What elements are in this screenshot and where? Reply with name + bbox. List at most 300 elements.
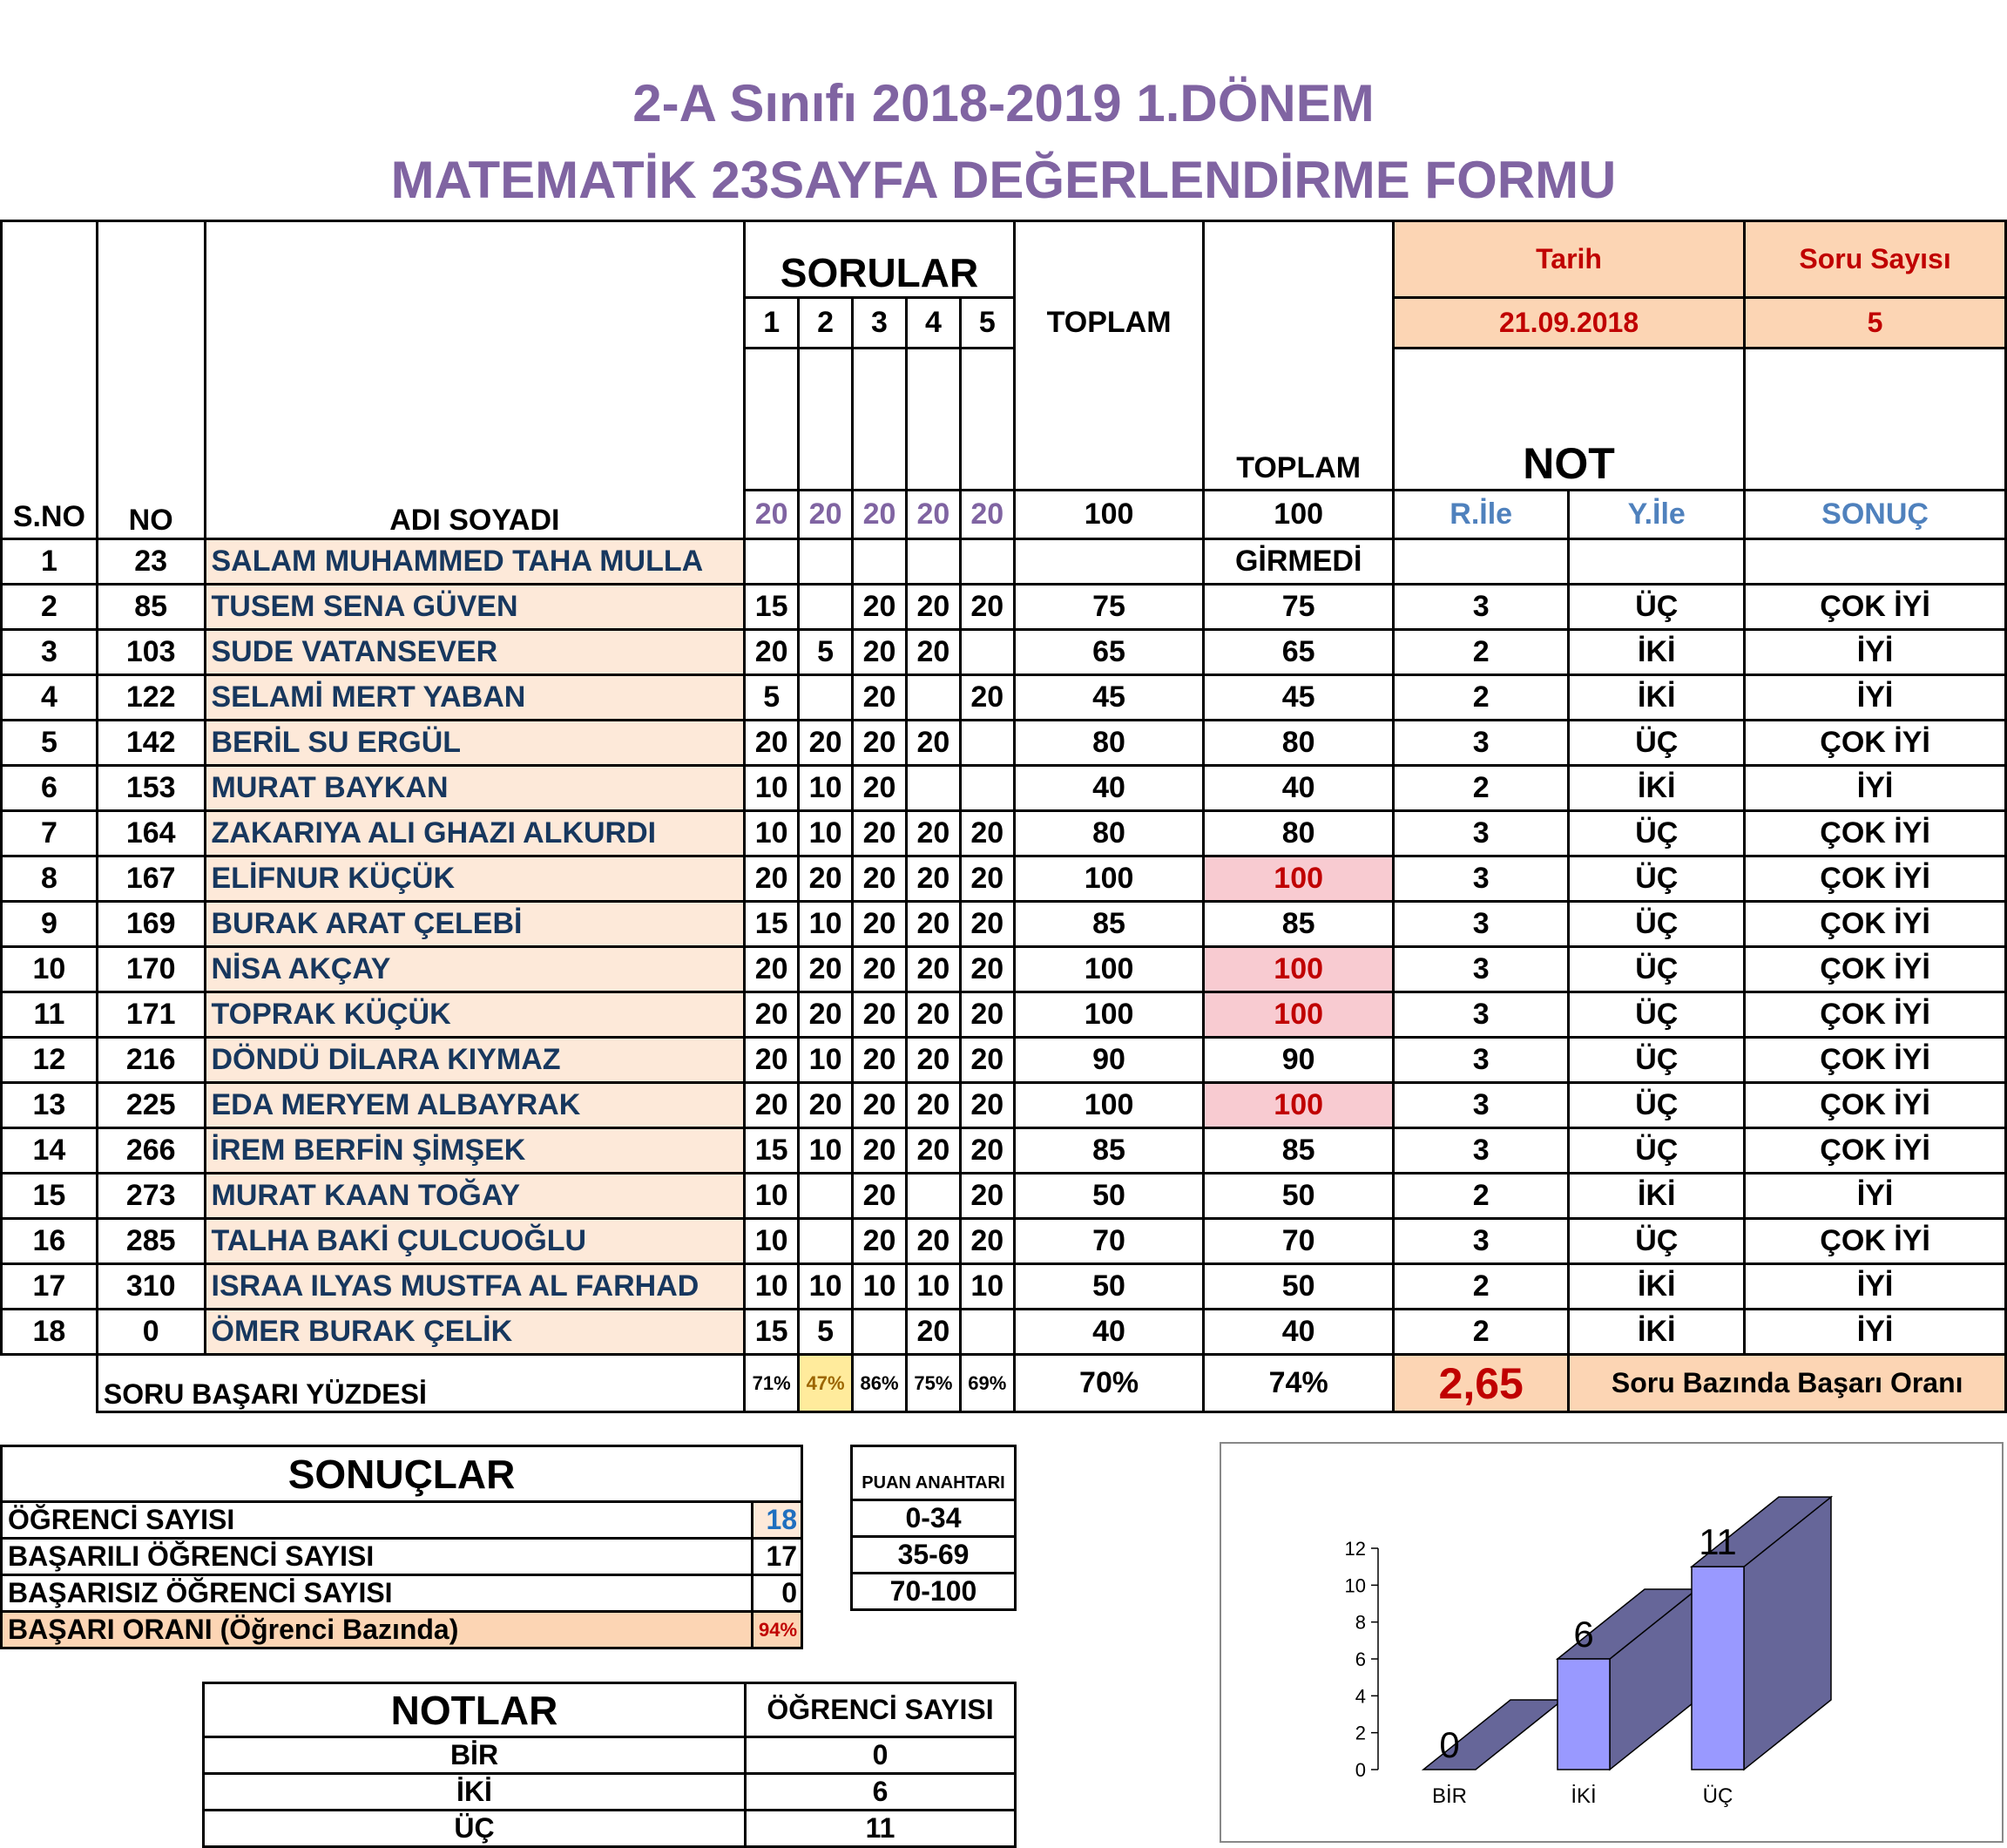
student-question-score — [799, 1174, 853, 1219]
toplam2-points: 100 — [1204, 491, 1394, 539]
student-question-score: 20 — [745, 721, 799, 766]
student-grade-number: 2 — [1393, 1264, 1568, 1310]
student-grade-word: ÜÇ — [1569, 902, 1745, 947]
student-grade-word: İKİ — [1569, 630, 1745, 675]
student-row — [2, 1038, 2006, 1083]
student-question-score — [799, 1219, 853, 1264]
student-question-score: 20 — [960, 585, 1014, 630]
student-sno: 13 — [2, 1083, 98, 1128]
student-grade-word: İKİ — [1569, 1310, 1745, 1355]
student-name: SUDE VATANSEVER — [205, 630, 745, 675]
student-name: TALHA BAKİ ÇULCUOĞLU — [205, 1219, 745, 1264]
student-toplam2: 75 — [1204, 585, 1394, 630]
student-toplam2: 85 — [1204, 902, 1394, 947]
student-grade-word: ÜÇ — [1569, 1083, 1745, 1128]
student-question-score: 20 — [960, 992, 1014, 1038]
student-question-score: 20 — [853, 856, 907, 902]
student-sno: 2 — [2, 585, 98, 630]
student-sno: 7 — [2, 811, 98, 856]
student-question-score: 10 — [745, 811, 799, 856]
student-grade-word: İKİ — [1569, 1174, 1745, 1219]
student-name: EDA MERYEM ALBAYRAK — [205, 1083, 745, 1128]
student-question-score: 20 — [745, 630, 799, 675]
student-question-score: 10 — [853, 1264, 907, 1310]
question-points: 20 — [799, 491, 853, 539]
student-question-score: 20 — [906, 1128, 960, 1174]
question-points: 20 — [853, 491, 907, 539]
student-question-score: 10 — [799, 1264, 853, 1310]
y-tick-label: 2 — [1355, 1722, 1366, 1744]
header-not: NOT — [1393, 349, 1744, 491]
student-toplam2: 85 — [1204, 1128, 1394, 1174]
student-result: ÇOK İYİ — [1745, 856, 2006, 902]
student-question-score: 20 — [960, 856, 1014, 902]
student-toplam2: 40 — [1204, 766, 1394, 811]
student-no: 170 — [97, 947, 205, 992]
student-question-score: 20 — [960, 1219, 1014, 1264]
student-sno: 8 — [2, 856, 98, 902]
student-row — [2, 1310, 2006, 1355]
student-no: 216 — [97, 1038, 205, 1083]
student-toplam: 100 — [1014, 856, 1204, 902]
student-result: ÇOK İYİ — [1745, 992, 2006, 1038]
question-pct: 71% — [745, 1355, 799, 1412]
student-toplam2: 70 — [1204, 1219, 1394, 1264]
student-question-score: 20 — [853, 766, 907, 811]
header-no: NO — [97, 221, 205, 539]
student-grade-number: 3 — [1393, 902, 1568, 947]
student-row — [2, 992, 2006, 1038]
header-sorular: SORULAR — [745, 221, 1015, 298]
student-toplam: 65 — [1014, 630, 1204, 675]
student-no: 153 — [97, 766, 205, 811]
sonuclar-row-label: BAŞARISIZ ÖĞRENCİ SAYISI — [2, 1575, 753, 1612]
student-result: ÇOK İYİ — [1745, 947, 2006, 992]
y-tick-label: 0 — [1355, 1759, 1366, 1781]
student-toplam2: 50 — [1204, 1174, 1394, 1219]
student-grade-word: ÜÇ — [1569, 856, 1745, 902]
student-question-score: 10 — [799, 766, 853, 811]
student-sno: 18 — [2, 1310, 98, 1355]
student-question-score: 20 — [960, 1174, 1014, 1219]
student-sno: 4 — [2, 675, 98, 721]
bar — [1692, 1567, 1744, 1770]
student-question-score: 20 — [906, 811, 960, 856]
puan-range: 70-100 — [852, 1574, 1016, 1610]
student-toplam: 100 — [1014, 947, 1204, 992]
student-grade-number: 2 — [1393, 675, 1568, 721]
student-toplam2: GİRMEDİ — [1204, 539, 1394, 585]
student-question-score: 20 — [853, 1174, 907, 1219]
student-grade-word: ÜÇ — [1569, 1128, 1745, 1174]
bar-data-label: 11 — [1699, 1521, 1737, 1563]
student-grade-number: 2 — [1393, 630, 1568, 675]
student-question-score: 20 — [853, 1083, 907, 1128]
student-question-score — [960, 721, 1014, 766]
student-toplam: 40 — [1014, 766, 1204, 811]
student-question-score — [960, 539, 1014, 585]
question-points: 20 — [745, 491, 799, 539]
student-question-score: 20 — [853, 947, 907, 992]
question-number: 1 — [745, 298, 799, 349]
student-grade-word: ÜÇ — [1569, 1219, 1745, 1264]
student-result: İYİ — [1745, 630, 2006, 675]
notlar-count-label: ÖĞRENCİ SAYISI — [746, 1683, 1016, 1737]
student-question-score: 20 — [960, 947, 1014, 992]
student-toplam: 90 — [1014, 1038, 1204, 1083]
student-result: ÇOK İYİ — [1745, 1219, 2006, 1264]
student-row — [2, 902, 2006, 947]
evaluation-table — [0, 220, 2007, 1413]
student-grade-word: ÜÇ — [1569, 721, 1745, 766]
student-question-score: 15 — [745, 902, 799, 947]
puan-range: 35-69 — [852, 1537, 1016, 1574]
student-name: DÖNDÜ DİLARA KIYMAZ — [205, 1038, 745, 1083]
student-result: İYİ — [1745, 1264, 2006, 1310]
student-question-score: 20 — [960, 1128, 1014, 1174]
student-no: 225 — [97, 1083, 205, 1128]
y-tick-label: 6 — [1355, 1648, 1366, 1670]
student-question-score: 20 — [745, 947, 799, 992]
header-toplam2: TOPLAM — [1204, 221, 1394, 491]
student-question-score: 10 — [799, 1038, 853, 1083]
student-name: MURAT KAAN TOĞAY — [205, 1174, 745, 1219]
student-row — [2, 630, 2006, 675]
student-question-score — [906, 1174, 960, 1219]
student-grade-word: ÜÇ — [1569, 1038, 1745, 1083]
student-question-score: 10 — [745, 766, 799, 811]
student-sno: 9 — [2, 902, 98, 947]
bar — [1558, 1659, 1610, 1770]
student-toplam2: 100 — [1204, 992, 1394, 1038]
notlar-row-label: BİR — [204, 1737, 746, 1774]
student-name: BERİL SU ERGÜL — [205, 721, 745, 766]
student-question-score — [799, 539, 853, 585]
student-grade-word: İKİ — [1569, 1264, 1745, 1310]
student-row — [2, 1174, 2006, 1219]
student-toplam2: 100 — [1204, 856, 1394, 902]
question-pct: 75% — [906, 1355, 960, 1412]
student-name: ZAKARIYA ALI GHAZI ALKURDI — [205, 811, 745, 856]
toplam2-pct: 74% — [1204, 1355, 1394, 1412]
question-pct: 86% — [853, 1355, 907, 1412]
student-grade-word — [1569, 539, 1745, 585]
student-question-score: 20 — [906, 992, 960, 1038]
page-title-line2: MATEMATİK 23SAYFA DEĞERLENDİRME FORMU — [390, 151, 1617, 209]
student-toplam: 80 — [1014, 721, 1204, 766]
student-question-score — [799, 585, 853, 630]
student-row — [2, 811, 2006, 856]
puan-anahtari-title: PUAN ANAHTARI — [852, 1446, 1016, 1500]
student-name: BURAK ARAT ÇELEBİ — [205, 902, 745, 947]
grade-distribution-chart — [1220, 1442, 2004, 1843]
student-question-score: 20 — [799, 947, 853, 992]
student-question-score: 15 — [745, 585, 799, 630]
student-sno: 12 — [2, 1038, 98, 1083]
sonuclar-row-value: 17 — [753, 1539, 802, 1575]
student-toplam: 45 — [1014, 675, 1204, 721]
y-tick-label: 8 — [1355, 1611, 1366, 1634]
student-name: ELİFNUR KÜÇÜK — [205, 856, 745, 902]
student-toplam: 100 — [1014, 992, 1204, 1038]
student-question-score: 10 — [906, 1264, 960, 1310]
student-row — [2, 1219, 2006, 1264]
header-soru-sayisi-value: 5 — [1745, 298, 2006, 349]
student-no: 0 — [97, 1310, 205, 1355]
student-question-score: 5 — [799, 1310, 853, 1355]
student-no: 171 — [97, 992, 205, 1038]
header-y-ile: Y.İle — [1569, 491, 1745, 539]
student-question-score: 20 — [960, 1038, 1014, 1083]
student-question-score: 20 — [853, 992, 907, 1038]
sonuclar-row-label: BAŞARILI ÖĞRENCİ SAYISI — [2, 1539, 753, 1575]
toplam1-points: 100 — [1014, 491, 1204, 539]
student-question-score: 20 — [799, 1083, 853, 1128]
student-sno: 5 — [2, 721, 98, 766]
student-result: ÇOK İYİ — [1745, 721, 2006, 766]
sonuclar-row-value: 0 — [753, 1575, 802, 1612]
student-toplam: 85 — [1014, 1128, 1204, 1174]
toplam1-pct: 70% — [1014, 1355, 1204, 1412]
question-blank — [960, 349, 1014, 491]
sonuclar-table — [0, 1445, 803, 1649]
student-toplam2: 45 — [1204, 675, 1394, 721]
notlar-title: NOTLAR — [204, 1683, 746, 1737]
question-points: 20 — [906, 491, 960, 539]
student-question-score: 20 — [745, 1083, 799, 1128]
question-number: 4 — [906, 298, 960, 349]
student-toplam: 80 — [1014, 811, 1204, 856]
student-question-score: 10 — [799, 1128, 853, 1174]
student-no: 23 — [97, 539, 205, 585]
student-sno: 14 — [2, 1128, 98, 1174]
header-tarih-value: 21.09.2018 — [1393, 298, 1744, 349]
student-question-score: 10 — [745, 1174, 799, 1219]
student-no: 85 — [97, 585, 205, 630]
student-question-score: 5 — [745, 675, 799, 721]
notlar-table — [202, 1682, 1017, 1848]
student-grade-number: 3 — [1393, 992, 1568, 1038]
sonuclar-row-value: 18 — [753, 1502, 802, 1539]
student-name: ISRAA ILYAS MUSTFA AL FARHAD — [205, 1264, 745, 1310]
student-toplam2: 90 — [1204, 1038, 1394, 1083]
student-question-score: 20 — [906, 1310, 960, 1355]
puan-anahtari-table — [850, 1445, 1017, 1611]
header-sonuc: SONUÇ — [1745, 491, 2006, 539]
student-result: İYİ — [1745, 675, 2006, 721]
student-toplam2: 65 — [1204, 630, 1394, 675]
student-question-score: 20 — [906, 630, 960, 675]
student-question-score: 10 — [960, 1264, 1014, 1310]
question-blank — [799, 349, 853, 491]
student-result: ÇOK İYİ — [1745, 1083, 2006, 1128]
student-toplam2: 80 — [1204, 811, 1394, 856]
soru-bazinda-label: Soru Bazında Başarı Oranı — [1569, 1355, 2006, 1412]
student-question-score: 20 — [853, 1219, 907, 1264]
question-number: 5 — [960, 298, 1014, 349]
student-sno: 16 — [2, 1219, 98, 1264]
header-r-ile: R.İle — [1393, 491, 1568, 539]
student-question-score: 20 — [853, 721, 907, 766]
student-row — [2, 1083, 2006, 1128]
sonuclar-title: SONUÇLAR — [2, 1446, 802, 1502]
student-question-score — [853, 539, 907, 585]
student-grade-number: 2 — [1393, 766, 1568, 811]
student-question-score: 20 — [853, 811, 907, 856]
student-question-score: 20 — [906, 585, 960, 630]
student-no: 164 — [97, 811, 205, 856]
student-grade-number: 3 — [1393, 721, 1568, 766]
student-no: 310 — [97, 1264, 205, 1310]
student-question-score — [799, 675, 853, 721]
bar-data-label: 6 — [1573, 1614, 1594, 1655]
student-no: 103 — [97, 630, 205, 675]
y-tick-label: 12 — [1344, 1538, 1366, 1560]
question-number: 2 — [799, 298, 853, 349]
y-tick-label: 10 — [1344, 1574, 1366, 1597]
student-grade-word: ÜÇ — [1569, 585, 1745, 630]
student-result: ÇOK İYİ — [1745, 1038, 2006, 1083]
question-blank — [745, 349, 799, 491]
student-toplam2: 100 — [1204, 947, 1394, 992]
student-question-score: 20 — [906, 1038, 960, 1083]
student-toplam — [1014, 539, 1204, 585]
student-question-score: 20 — [799, 721, 853, 766]
student-toplam: 75 — [1014, 585, 1204, 630]
student-grade-number: 2 — [1393, 1174, 1568, 1219]
student-sno: 17 — [2, 1264, 98, 1310]
student-name: MURAT BAYKAN — [205, 766, 745, 811]
student-toplam: 85 — [1014, 902, 1204, 947]
student-grade-number: 3 — [1393, 856, 1568, 902]
x-category-label: İKİ — [1571, 1784, 1597, 1808]
student-row — [2, 721, 2006, 766]
student-sno: 15 — [2, 1174, 98, 1219]
student-row — [2, 585, 2006, 630]
sonuclar-row-label: BAŞARI ORANI (Öğrenci Bazında) — [2, 1612, 753, 1648]
student-row — [2, 766, 2006, 811]
student-grade-word: İKİ — [1569, 766, 1745, 811]
student-question-score: 10 — [799, 902, 853, 947]
header-toplam1: TOPLAM — [1014, 221, 1204, 491]
student-no: 122 — [97, 675, 205, 721]
student-toplam: 100 — [1014, 1083, 1204, 1128]
footer-blank — [2, 1355, 98, 1412]
student-grade-word: ÜÇ — [1569, 811, 1745, 856]
student-result: İYİ — [1745, 766, 2006, 811]
student-row — [2, 947, 2006, 992]
student-toplam: 70 — [1014, 1219, 1204, 1264]
student-question-score: 20 — [745, 992, 799, 1038]
student-question-score: 20 — [960, 675, 1014, 721]
student-question-score: 20 — [745, 856, 799, 902]
student-toplam: 40 — [1014, 1310, 1204, 1355]
student-question-score: 20 — [853, 1128, 907, 1174]
student-question-score: 20 — [853, 902, 907, 947]
student-row — [2, 539, 2006, 585]
student-question-score: 20 — [853, 1038, 907, 1083]
student-question-score: 15 — [745, 1128, 799, 1174]
student-question-score — [960, 1310, 1014, 1355]
student-question-score: 20 — [960, 902, 1014, 947]
student-sno: 1 — [2, 539, 98, 585]
student-question-score: 20 — [799, 856, 853, 902]
student-question-score: 20 — [853, 675, 907, 721]
y-tick-label: 4 — [1355, 1685, 1366, 1708]
student-question-score: 20 — [799, 992, 853, 1038]
student-name: ÖMER BURAK ÇELİK — [205, 1310, 745, 1355]
student-no: 285 — [97, 1219, 205, 1264]
page-title-line1: 2-A Sınıfı 2018-2019 1.DÖNEM — [632, 74, 1375, 132]
student-result: ÇOK İYİ — [1745, 811, 2006, 856]
student-name: SALAM MUHAMMED TAHA MULLA — [205, 539, 745, 585]
notlar-row-value: 6 — [746, 1774, 1016, 1811]
student-row — [2, 1264, 2006, 1310]
student-grade-word: ÜÇ — [1569, 947, 1745, 992]
header-tarih-label: Tarih — [1393, 221, 1744, 298]
bar-data-label: 0 — [1439, 1724, 1460, 1765]
student-question-score — [960, 630, 1014, 675]
notlar-row-label: ÜÇ — [204, 1811, 746, 1847]
student-result: İYİ — [1745, 1174, 2006, 1219]
student-grade-number: 3 — [1393, 1219, 1568, 1264]
student-question-score: 10 — [745, 1219, 799, 1264]
student-grade-word: İKİ — [1569, 675, 1745, 721]
student-sno: 11 — [2, 992, 98, 1038]
student-question-score: 20 — [853, 630, 907, 675]
student-toplam2: 40 — [1204, 1310, 1394, 1355]
header-adi-soyadi: ADI SOYADI — [205, 221, 745, 539]
notlar-row-value: 0 — [746, 1737, 1016, 1774]
student-result — [1745, 539, 2006, 585]
student-question-score: 20 — [960, 811, 1014, 856]
student-question-score: 20 — [960, 1083, 1014, 1128]
student-row — [2, 1128, 2006, 1174]
student-toplam2: 80 — [1204, 721, 1394, 766]
sonuclar-row-label: ÖĞRENCİ SAYISI — [2, 1502, 753, 1539]
student-result: ÇOK İYİ — [1745, 1128, 2006, 1174]
chart-svg — [1221, 1444, 2002, 1841]
student-no: 266 — [97, 1128, 205, 1174]
student-grade-number: 3 — [1393, 1038, 1568, 1083]
puan-range: 0-34 — [852, 1500, 1016, 1537]
question-pct: 47% — [799, 1355, 853, 1412]
student-question-score — [906, 539, 960, 585]
student-question-score: 20 — [853, 585, 907, 630]
student-toplam: 50 — [1014, 1174, 1204, 1219]
student-sno: 10 — [2, 947, 98, 992]
x-category-label: ÜÇ — [1702, 1784, 1733, 1808]
student-grade-word: ÜÇ — [1569, 992, 1745, 1038]
student-name: İREM BERFİN ŞİMŞEK — [205, 1128, 745, 1174]
student-question-score: 20 — [906, 947, 960, 992]
student-result: ÇOK İYİ — [1745, 585, 2006, 630]
notlar-row-value: 11 — [746, 1811, 1016, 1847]
x-category-label: BİR — [1431, 1784, 1468, 1808]
student-grade-number: 3 — [1393, 1128, 1568, 1174]
header-soru-sayisi-label: Soru Sayısı — [1745, 221, 2006, 298]
student-no: 167 — [97, 856, 205, 902]
student-question-score: 10 — [745, 1264, 799, 1310]
student-question-score: 15 — [745, 1310, 799, 1355]
header-sno: S.NO — [2, 221, 98, 539]
student-question-score — [853, 1310, 907, 1355]
student-question-score: 10 — [799, 811, 853, 856]
student-question-score: 20 — [906, 902, 960, 947]
student-grade-number: 3 — [1393, 585, 1568, 630]
student-name: TOPRAK KÜÇÜK — [205, 992, 745, 1038]
student-grade-number: 3 — [1393, 811, 1568, 856]
